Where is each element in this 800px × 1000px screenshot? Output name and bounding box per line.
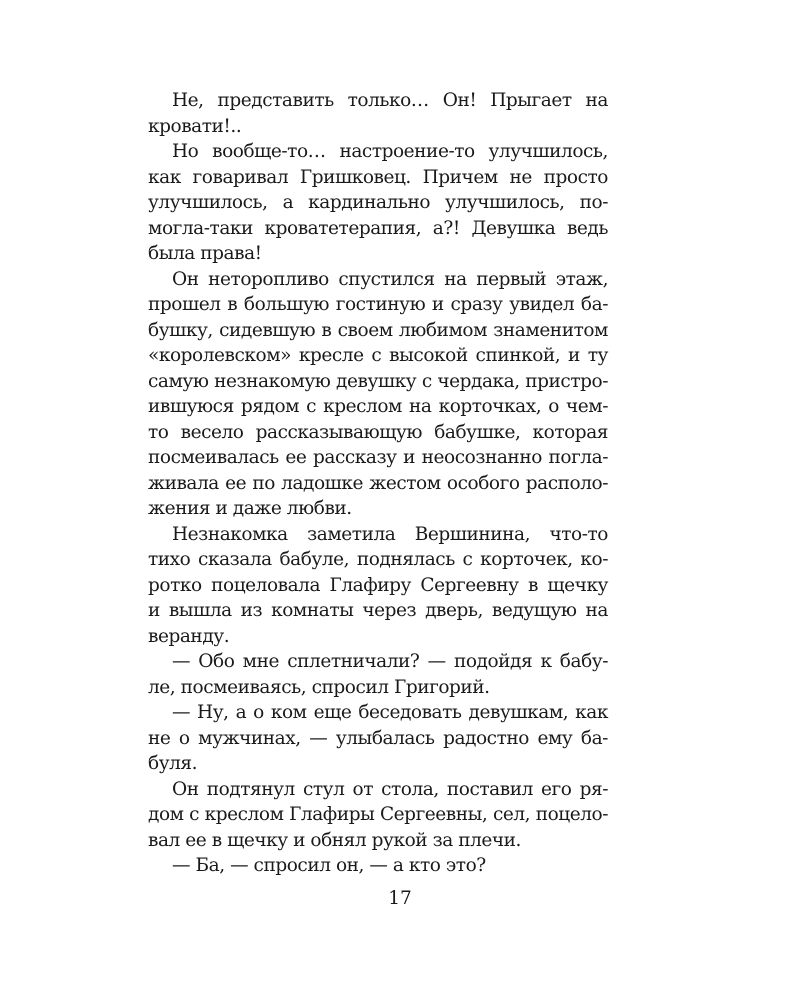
text-line: жения и даже любви. xyxy=(148,498,352,519)
text-line: ле, посмеиваясь, спросил Григорий. xyxy=(148,676,490,698)
text-line: то весело рассказывающую бабушке, которая xyxy=(148,421,608,443)
text-line: тихо сказала бабуле, поднялась с корточек, ко- xyxy=(148,549,608,570)
text-line: живала ее по ладошке жестом особого располо- xyxy=(148,472,608,494)
paragraph xyxy=(148,853,608,879)
text-line: не о мужчинах, — улыбалась радостно ему ба- xyxy=(148,727,608,749)
text-line: вал ее в щечку и обнял рукой за плечи. xyxy=(148,829,521,851)
text-line: — Ба, — спросил он, — а кто это? xyxy=(172,855,486,876)
paragraph xyxy=(148,700,608,777)
text-line: была права! xyxy=(148,243,262,264)
text-line: и вышла из комнаты через дверь, ведущую на xyxy=(148,600,608,621)
book-page-text xyxy=(148,88,608,879)
text-line: самую незнакомую девушку с чердака, пристро- xyxy=(148,370,608,392)
text-line: посмеивалась ее рассказу и неосознанно погла- xyxy=(148,447,608,468)
text-line: — Обо мне сплетничали? — подойдя к бабу- xyxy=(172,651,608,672)
paragraph xyxy=(148,267,608,522)
text-line: прошел в большую гостиную и сразу увидел ба- xyxy=(148,294,608,315)
text-line: Он неторопливо спустился на первый этаж, xyxy=(172,268,608,290)
text-line: Но вообще-то… настроение-то улучшилось, xyxy=(172,141,608,162)
text-line: как говаривал Гришковец. Причем не просто xyxy=(148,166,608,188)
text-line: Он подтянул стул от стола, поставил его ря- xyxy=(172,778,608,800)
text-line: ившуюся рядом с креслом на корточках, о чем- xyxy=(148,396,608,417)
text-line: веранду. xyxy=(148,625,230,647)
text-line: Незнакомка заметила Вершинина, что-то xyxy=(172,523,608,545)
page-number: 17 xyxy=(388,888,412,909)
text-line: кровати!.. xyxy=(148,115,242,137)
text-line: могла-таки кроватетерапия, а?! Девушка ведь xyxy=(148,217,608,239)
text-line: «королевском» кресле с высокой спинкой, и ту xyxy=(148,345,608,366)
text-line: бушку, сидевшую в своем любимом знаменитом xyxy=(148,319,608,341)
text-line: дом с креслом Глафиры Сергеевны, сел, поцело- xyxy=(148,804,608,825)
text-line: — Ну, а о ком еще беседовать девушкам, как xyxy=(172,702,608,723)
text-line: Не, представить только… Он! Прыгает на xyxy=(172,90,608,111)
text-line: улучшилось, а кардинально улучшилось, по- xyxy=(148,192,608,213)
paragraph xyxy=(148,649,608,700)
text-line: буля. xyxy=(148,753,198,774)
paragraph xyxy=(148,777,608,854)
text-line: ротко поцеловала Глафиру Сергеевну в щечку xyxy=(148,574,608,596)
paragraph xyxy=(148,522,608,650)
paragraph xyxy=(148,88,608,139)
paragraph xyxy=(148,139,608,267)
